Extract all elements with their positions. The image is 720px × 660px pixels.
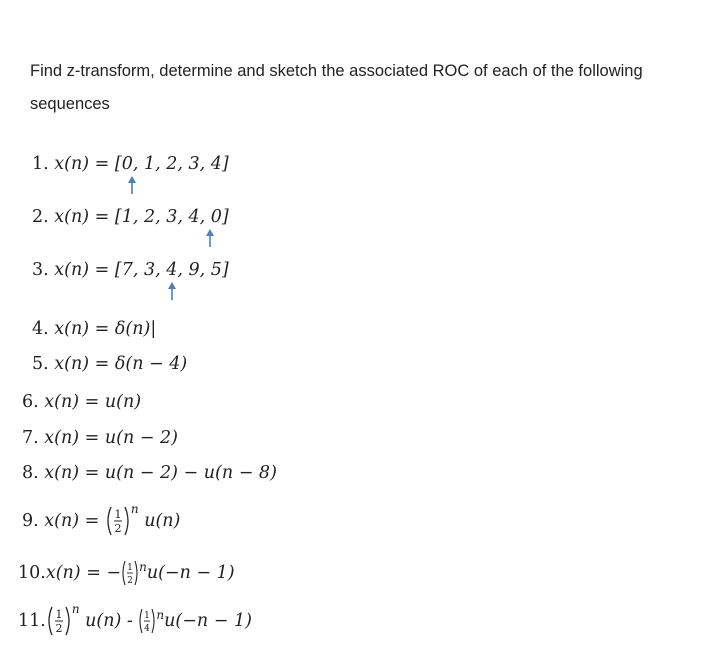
origin-arrow-icon: [125, 175, 139, 195]
origin-arrow-icon: [203, 228, 217, 248]
item-number: 5.: [32, 354, 49, 374]
exponent: n: [71, 602, 80, 616]
fraction-numerator: 1: [114, 508, 122, 522]
list-item: [18, 555, 235, 585]
item-expression: x(n) = δ(n)|: [54, 319, 157, 339]
item-number: 2.: [32, 207, 49, 227]
item-expression: x(n) = [0, 1, 2, 3, 4]: [54, 154, 229, 174]
item-expression-suffix: u(n): [144, 510, 181, 531]
item-expression: x(n) = u(n − 2): [44, 428, 178, 448]
item-number: 7.: [22, 428, 39, 448]
fraction-one-half: [121, 559, 139, 587]
fraction-one-half: [105, 504, 131, 538]
list-item: [32, 205, 229, 229]
fraction-one-quarter: [138, 607, 156, 635]
item-expression: x(n) = u(n): [44, 392, 142, 412]
problem-line-1: Find z-transform, determine and sketch the associated ROC of each of the following: [30, 62, 643, 80]
fraction-denominator: 2: [114, 522, 122, 536]
item-number: 9.: [22, 510, 39, 531]
exponent: n: [139, 560, 147, 574]
item-expression: x(n) = δ(n − 4): [54, 354, 188, 374]
item-expression: x(n) = [1, 2, 3, 4, 0]: [54, 207, 229, 227]
fraction-numerator: 1: [144, 611, 151, 622]
fraction-numerator: 1: [127, 563, 133, 574]
list-item: [32, 258, 229, 282]
exponent: n: [156, 608, 165, 622]
fraction-numerator: 1: [55, 608, 63, 622]
list-item: [22, 461, 277, 485]
item-number: 4.: [32, 319, 49, 339]
item-expression-prefix: x(n) =: [44, 510, 105, 531]
list-item: [22, 503, 180, 537]
fraction-one-half: [46, 604, 72, 638]
fraction-denominator: 2: [55, 622, 63, 636]
origin-arrow-icon: [165, 281, 179, 301]
list-item: [22, 426, 178, 450]
item-number: 10.: [18, 562, 46, 583]
item-number: 11.: [18, 610, 46, 631]
item-number: 6.: [22, 392, 39, 412]
list-item: [32, 152, 229, 176]
problem-statement: [30, 55, 700, 121]
item-expression-suffix: u(−n − 1): [164, 610, 252, 631]
list-item: [18, 603, 252, 637]
fraction-denominator: 2: [127, 576, 133, 587]
item-number: 1.: [32, 154, 49, 174]
item-expression-suffix: u(−n − 1): [146, 562, 235, 583]
item-number: 3.: [32, 260, 49, 280]
exponent: n: [130, 502, 139, 516]
list-item: [32, 317, 156, 341]
item-expression: x(n) = u(n − 2) − u(n − 8): [44, 463, 277, 483]
fraction-denominator: 4: [144, 624, 151, 635]
item-expression-prefix: x(n) = −: [45, 562, 122, 583]
list-item: [32, 352, 187, 376]
item-expression-middle: u(n) -: [79, 610, 139, 631]
item-expression: x(n) = [7, 3, 4, 9, 5]: [54, 260, 229, 280]
item-number: 8.: [22, 463, 39, 483]
problem-line-2: sequences: [30, 95, 110, 113]
list-item: [22, 390, 141, 414]
